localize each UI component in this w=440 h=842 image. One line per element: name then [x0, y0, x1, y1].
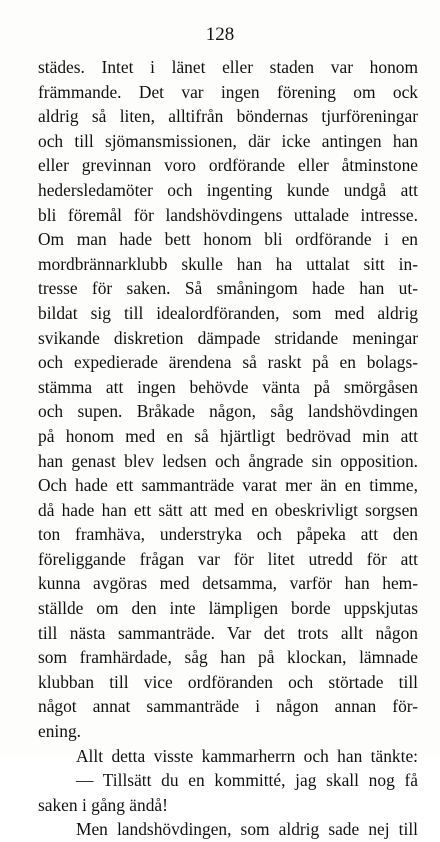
text-line: Och hade ett sammanträde varat mer än en timme,	[38, 475, 418, 496]
text-line: föreliggande frågan var för litet utredd för att	[38, 548, 418, 569]
text-line: Om man hade bett honom bli ordförande i en	[38, 229, 418, 250]
text-line: han genast blev ledsen och ångrade sin opposition.	[38, 450, 418, 471]
text-line: ton framhäva, understryka och påpeka att den	[38, 524, 418, 545]
text-line: ställde om den inte lämpligen borde uppskjutas	[38, 598, 418, 619]
text-line: och expedierade ärendena så raskt på en bolags-	[38, 352, 418, 373]
text-line: på honom med en så hjärtligt bedrövad min att	[38, 425, 418, 446]
text-line: — Tillsätt du en kommitté, jag skall nog få	[76, 770, 418, 791]
text-line: mordbrännarklubb skulle han ha uttalat sitt in-	[38, 253, 418, 274]
text-line: saken i gång ändå!	[38, 794, 168, 815]
text-line: främmande. Det var ingen förening om ock	[38, 81, 418, 102]
text-line: och supen. Bråkade någon, såg landshövdingen	[38, 401, 418, 422]
text-line: till nästa sammanträde. Var det trots allt någon	[38, 622, 418, 643]
text-line: kunna avgöras med detsamma, varför han hem-	[38, 573, 418, 594]
text-line: klubban till vice ordföranden och störtade till	[38, 671, 418, 692]
body-text	[38, 55, 418, 842]
text-line: ening.	[38, 721, 81, 742]
page-number: 128	[205, 24, 235, 45]
text-line: tresse för saken. Så småningom hade han ut-	[38, 278, 418, 299]
text-line: bildat sig till idealordföranden, som med aldrig	[38, 302, 418, 323]
text-line: svikande diskretion dämpade stridande meningar	[38, 327, 418, 348]
text-line: då hade han ett sätt att med en obeskrivligt sorgsen	[38, 499, 418, 520]
text-line: och till sjömansmissionen, där icke antingen han	[38, 130, 418, 151]
text-line: stämma att ingen behövde vänta på smörgåsen	[38, 376, 418, 397]
text-line: städes. Intet i länet eller staden var honom	[38, 57, 418, 77]
text-line: aldrig så liten, alltifrån böndernas tjurföreningar	[38, 106, 418, 127]
text-line: Men landshövdingen, som aldrig sade nej till	[76, 819, 418, 840]
text-line: något annat sammanträde i någon annan för-	[38, 696, 418, 717]
text-line: bli föremål för landshövdingens uttalade intresse.	[38, 204, 418, 225]
text-line: som framhärdade, såg han på klockan, lämnade	[38, 647, 418, 668]
text-line: hedersledamöter och ingenting kunde undgå att	[38, 179, 418, 200]
text-line: eller grevinnan voro ordförande eller åtminstone	[38, 155, 418, 176]
text-line: Allt detta visste kammarherrn och han tänkte:	[76, 745, 418, 766]
